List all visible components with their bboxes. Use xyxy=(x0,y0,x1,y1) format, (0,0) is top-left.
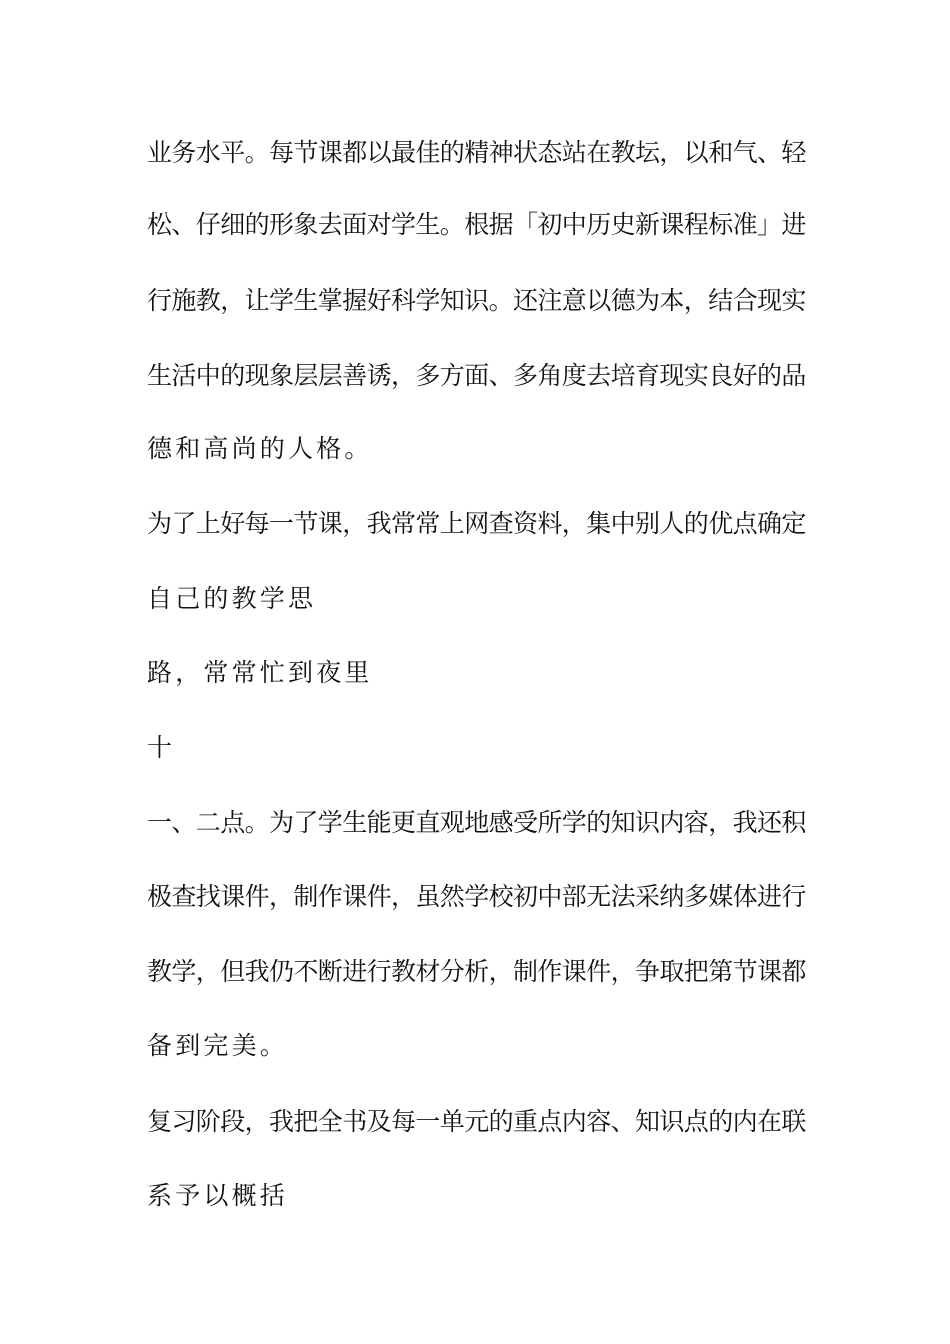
text-line: 德和高尚的人格。 xyxy=(147,434,373,463)
text-line: 路，常常忙到夜里 xyxy=(147,658,373,687)
text-line: 极查找课件，制作课件，虽然学校初中部无法采纳多媒体进行 xyxy=(147,882,806,911)
text-line: 一、二点。为了学生能更直观地感受所学的知识内容，我还积 xyxy=(147,808,806,837)
text-line: 自己的教学思 xyxy=(147,584,317,613)
text-line: 生活中的现象层层善诱，多方面、多角度去培育现实良好的品 xyxy=(147,361,806,390)
text-line: 业务水平。每节课都以最佳的精神状态站在教坛，以和气、轻 xyxy=(147,138,806,167)
text-line: 系予以概括 xyxy=(147,1181,289,1210)
text-line: 备到完美。 xyxy=(147,1031,289,1060)
text-line: 为了上好每一节课，我常常上网查资料，集中别人的优点确定 xyxy=(147,509,806,538)
text-line: 十 xyxy=(147,733,176,762)
text-line: 教学，但我仍不断进行教材分析，制作课件，争取把第节课都 xyxy=(147,957,806,986)
text-line: 行施教，让学生掌握好科学知识。还注意以德为本，结合现实 xyxy=(147,286,806,315)
text-line: 松、仔细的形象去面对学生。根据「初中历史新课程标准」进 xyxy=(147,210,806,239)
text-line: 复习阶段，我把全书及每一单元的重点内容、知识点的内在联 xyxy=(147,1107,806,1136)
